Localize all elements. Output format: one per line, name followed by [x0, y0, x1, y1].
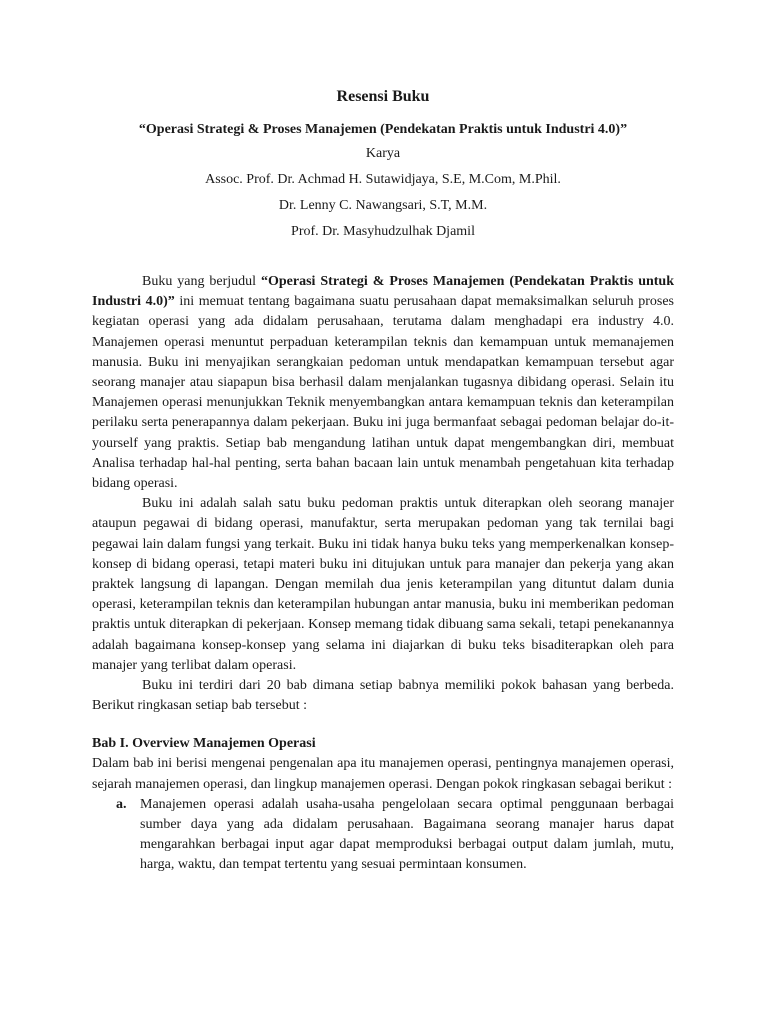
book-title: “Operasi Strategi & Proses Manajemen (Pendekatan Praktis untuk Industri 4.0)”: [138, 122, 628, 137]
author-2: Dr. Lenny C. Nawangsari, S.T, M.M.: [278, 198, 488, 213]
paragraph-1-lead: Buku yang berjudul: [142, 274, 261, 289]
chapter-1-heading: Bab I. Overview Manajemen Operasi: [92, 736, 316, 752]
paragraph-1: [92, 272, 674, 494]
list-item-marker: a.: [116, 796, 127, 812]
paragraph-2: Buku ini adalah salah satu buku pedoman praktis untuk diterapkan oleh seorang manajer ataupun pegawai di bidang operasi, manufaktur, serta merupakan pedoman yang tak ternilai bagi pegawai lain dalam fungsi yang terkait. Buku ini tidak hanya buku teks yang memperkenalkan konsep-konsep di bidang operasi, tetapi materi buku ini ditujukan untuk para manajer dan pekerja yang akan praktek langsung di lapangan. Dengan memilah dua jenis keterampilan yang dituntut dalam dunia operasi, keterampilan teknis dan keterampilan hubungan antar manusia, buku ini memberikan pedoman praktis untuk diterapkan di pekerjaan. Konsep memang tidak dibuang sama sekali, tetapi penekanannya adalah bagaimana konsep-konsep yang selama ini diajarkan di buku teks bisaditerapkan oleh para manajer yang terlibat dalam operasi.: [92, 496, 674, 673]
by-label: Karya: [365, 146, 401, 161]
chapter-1-intro: Dalam bab ini berisi mengenai pengenalan apa itu manajemen operasi, pentingnya manajemen operasi, sejarah manajemen operasi, dan lingkup manajemen operasi. Dengan pokok ringkasan sebagai berikut :: [92, 756, 674, 792]
list-item: [92, 795, 674, 876]
list-item-text: Manajemen operasi adalah usaha-usaha pengelolaan secara optimal penggunaan berbagai sumber daya yang ada didalam perusahaan. Bagaimana seorang manajer harus dapat mengarahkan berbagai input agar dapat memproduksi berbagai output dalam jumlah, mutu, harga, waktu, dan tempat tertentu yang sesuai permintaan konsumen.: [140, 796, 674, 873]
chapter-1-points: [92, 795, 674, 876]
paragraph-1-rest: ini memuat tentang bagaimana suatu perusahaan dapat memaksimalkan seluruh proses kegiatan operasi yang ada didalam perusahaan, terutama dalam menghadapi era industry 4.0. Manajemen operasi menuntut perpaduan keterampilan teknis dan kemampuan untuk memanajemen manusia. Buku ini menyajikan serangkaian pedoman untuk mendapatkan kemampuan tersebut agar seorang manajer atau siapapun bisa berhasil dalam menjalankan tugasnya dibidang operasi. Selain itu Manajemen operasi menunjukkan Teknik menyembangkan antara kemampuan teknis dan keterampilan perilaku serta penerapannya dalam pekerjaan. Buku ini juga bermanfaat sebagai pedoman belajar do-it-yourself yang praktis. Setiap bab mengandung latihan untuk dapat mengembangkan diri, membuat Analisa terhadap hal-hal penting, serta bahan bacaan lain untuk menambah pengetahuan kita terhadap bidang operasi.: [92, 294, 674, 492]
author-3: Prof. Dr. Masyhudzulhak Djamil: [291, 224, 475, 239]
review-body: [92, 272, 674, 716]
page-title: Resensi Buku: [336, 88, 430, 105]
paragraph-1-bold-title: “Operasi Strategi & Proses Manajemen (Pendekatan Praktis untuk Industri 4.0)”: [92, 274, 674, 310]
paragraph-3: Buku ini terdiri dari 20 bab dimana setiap babnya memiliki pokok bahasan yang berbeda. Berikut ringkasan setiap bab tersebut :: [92, 678, 674, 714]
author-1: Assoc. Prof. Dr. Achmad H. Sutawidjaya, S.E, M.Com, M.Phil.: [205, 172, 561, 187]
document-page: [92, 78, 674, 876]
